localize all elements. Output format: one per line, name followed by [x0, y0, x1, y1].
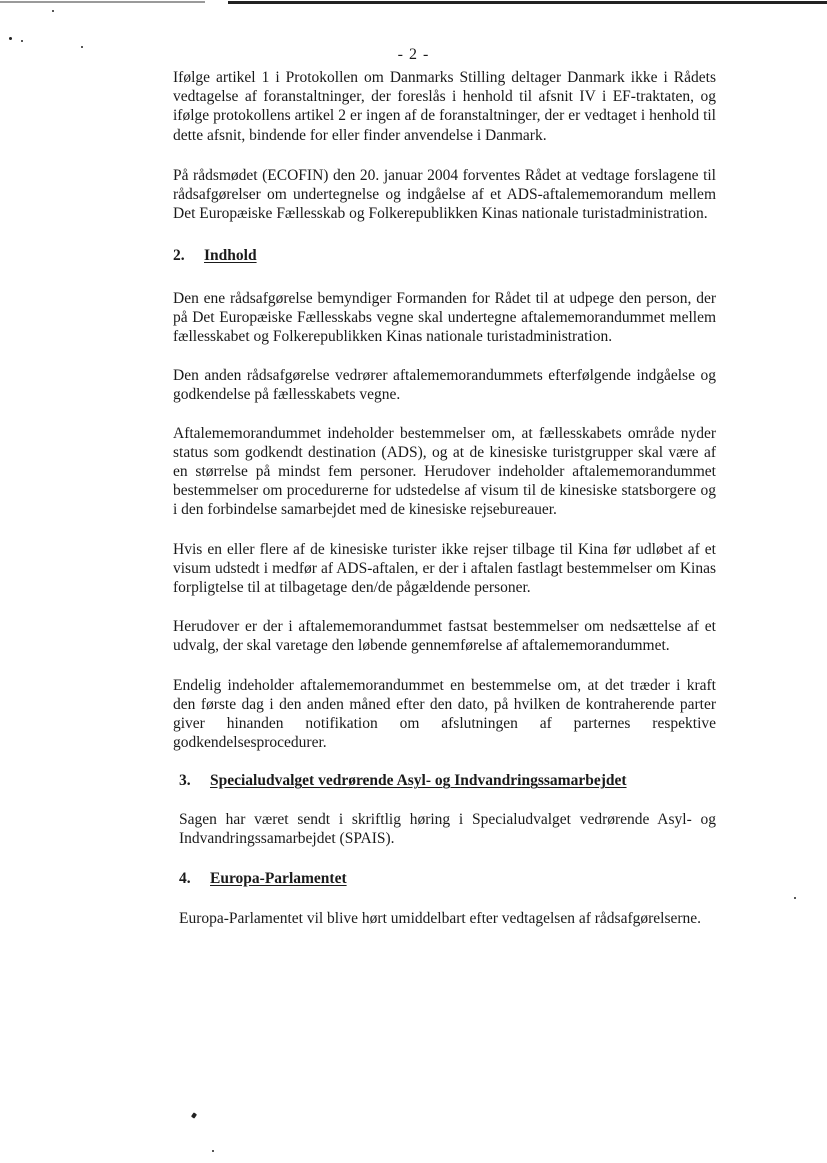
- top-border-right-segment: [228, 1, 827, 4]
- scan-speck: [52, 10, 54, 12]
- top-border-rule: [0, 0, 827, 4]
- section-paragraph: Sagen har været sendt i skriftlig høring i Specialudvalget vedrørende Asyl- og Indvandringssamarbejdet (SPAIS).: [179, 810, 716, 847]
- section-heading-indhold: [173, 246, 716, 265]
- document-body: [173, 68, 716, 929]
- section-paragraph: Herudover er der i aftalememorandummet fastsat bestemmelser om nedsættelse af et udvalg, der skal varetage den løbende gennemførelse af aftalememorandummet.: [173, 618, 716, 655]
- section-paragraph: Hvis en eller flere af de kinesiske turister ikke rejser tilbage til Kina før udløbet af et visum udstedt i medfør af ADS-aftalen, er der i aftalen fastlagt bestemmelser om Kinas forpligtelse til at tilbagetage den/de pågældende personer.: [173, 540, 716, 597]
- section-heading-specialudvalget: [179, 771, 716, 790]
- section-number: 4.: [179, 870, 191, 888]
- scan-speck: [21, 40, 23, 42]
- section-title: Indhold: [204, 247, 257, 265]
- section-number: 3.: [179, 772, 191, 790]
- scan-speck: [9, 37, 12, 40]
- section-paragraph: Den ene rådsafgørelse bemyndiger Formanden for Rådet til at udpege den person, der på Det Europæiske Fællesskabs vegne skal undertegne aftalememorandummet mellem fællesskabet og Folkerepublikken Kinas nationale turistadministration.: [173, 289, 716, 346]
- section-title: Europa-Parlamentet: [210, 870, 347, 888]
- section-paragraph: Den anden rådsafgørelse vedrører aftalememorandummets efterfølgende indgåelse og godkendelse på fællesskabets vegne.: [173, 367, 716, 404]
- top-border-left-segment: [0, 1, 205, 3]
- section-heading-europa-parlamentet: [179, 869, 716, 888]
- section-paragraph: Aftalememorandummet indeholder bestemmelser om, at fællesskabets område nyder status som godkendt destination (ADS), og at de kinesiske turistgrupper skal være af en størrelse på mindst fem personer. Herudover indeholder aftalememorandummet bestemmelser om procedurerne for udstedelse af visum til de kinesiske statsborgere og i den forbindelse samarbejdet med de kinesiske rejsebureauer.: [173, 424, 716, 519]
- scan-speck: [794, 897, 796, 899]
- section-paragraph: Endelig indeholder aftalememorandummet en bestemmelse om, at det træder i kraft den første dag i den anden måned efter den dato, på hvilken de kontraherende parter giver hinanden notifikation om afslutningen af parternes respektive godkendelsesprocedurer.: [173, 676, 716, 752]
- intro-paragraph-protocol: Ifølge artikel 1 i Protokollen om Danmarks Stilling deltager Danmark ikke i Rådets vedtagelse af foranstaltninger, der foreslås i henhold til afsnit IV i EF-traktaten, og ifølge protokollens artikel 2 er ingen af de foranstaltninger, der er vedtaget i henhold til dette afsnit, bindende for eller finder anvendelse i Danmark.: [173, 69, 716, 144]
- section-number: 2.: [173, 247, 185, 265]
- page-number: - 2 -: [397, 46, 430, 63]
- section-title: Specialudvalget vedrørende Asyl- og Indvandringssamarbejdet: [210, 772, 627, 790]
- scan-speck: [191, 1112, 197, 1118]
- section-paragraph: Europa-Parlamentet vil blive hørt umiddelbart efter vedtagelsen af rådsafgørelserne.: [179, 910, 702, 928]
- intro-paragraph-ecofin: På rådsmødet (ECOFIN) den 20. januar 2004 forventes Rådet at vedtage forslagene til rådsafgørelser om undertegnelse og indgåelse af et ADS-aftalememorandum mellem Det Europæiske Fællesskab og Folkerepublikken Kinas nationale turistadministration.: [173, 166, 716, 223]
- scan-speck: [212, 1150, 214, 1152]
